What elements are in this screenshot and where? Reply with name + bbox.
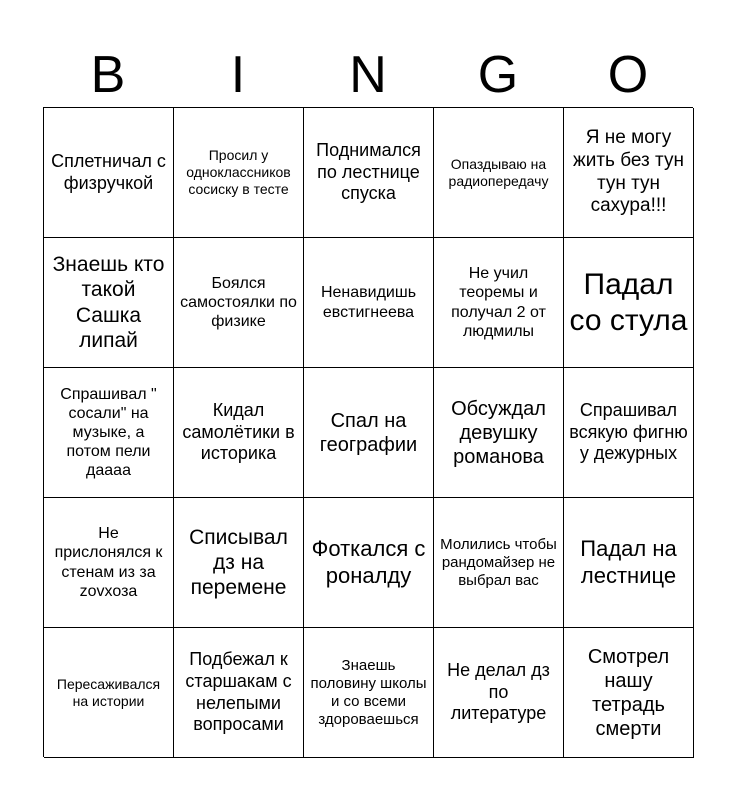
cell-text: Спал на географии (319, 409, 418, 456)
cell-text: Боялся самостоялки по физике (180, 274, 297, 331)
header-letter-b: B (90, 46, 126, 104)
cell-text: Ненавидишь евстигнеева (320, 284, 417, 321)
header-letter-g: G (477, 46, 519, 104)
cell-text: Знаешь кто такой Сашка липай (52, 253, 165, 352)
bingo-cell[interactable] (434, 238, 564, 368)
bingo-cell[interactable] (564, 498, 694, 628)
cell-text: Сплетничал с физручкой (51, 150, 166, 193)
cell-text: Кидал самолётики в историка (182, 400, 295, 464)
cell-text: Падал со стула (569, 267, 688, 337)
bingo-header (43, 42, 693, 108)
cell-text: Не прислонялся к стенам из за zovхоза (54, 525, 163, 600)
bingo-cell[interactable] (174, 238, 304, 368)
cell-text: Молились чтобы рандомайзер не выбрал вас (440, 535, 557, 589)
cell-text: Падал на лестнице (580, 536, 677, 588)
bingo-cell[interactable] (304, 238, 434, 368)
cell-text: Спрашивал " сосали" на музыке, а потом пели даааа (60, 385, 157, 480)
cell-text: Смотрел нашу тетрадь смерти (587, 645, 670, 740)
cell-text: Списывал дз на перемене (189, 525, 288, 600)
cell-text: Пересаживался на истории (56, 675, 161, 709)
bingo-cell[interactable] (434, 108, 564, 238)
cell-text: Спрашивал всякую фигню у дежурных (569, 400, 688, 464)
bingo-cell[interactable] (304, 368, 434, 498)
bingo-cell[interactable] (174, 498, 304, 628)
bingo-cell[interactable] (564, 108, 694, 238)
header-letter-i: I (230, 46, 246, 104)
cell-text: Фоткался с роналду (311, 536, 426, 588)
cell-text: Я не могу жить без тун тун тун сахура!!! (573, 126, 684, 217)
bingo-cell[interactable] (564, 368, 694, 498)
bingo-cell[interactable] (174, 628, 304, 758)
bingo-cell[interactable] (44, 108, 174, 238)
bingo-cell[interactable] (564, 238, 694, 368)
bingo-cell[interactable] (44, 628, 174, 758)
cell-text: Обсуждал девушку романова (451, 397, 546, 468)
cell-text: Знаешь половину школы и со всеми здороваешься (310, 656, 427, 728)
bingo-cell[interactable] (434, 368, 564, 498)
header-letter-n: N (349, 46, 387, 104)
bingo-cell[interactable] (44, 498, 174, 628)
cell-text: Просил у одноклассников сосиску в тесте (186, 147, 291, 197)
bingo-cell[interactable] (304, 498, 434, 628)
cell-text: Опаздываю на радиопередачу (448, 155, 549, 189)
cell-text: Подбежал к старшакам с нелепыми вопросами (185, 649, 292, 735)
bingo-cell[interactable] (564, 628, 694, 758)
bingo-cell[interactable] (304, 628, 434, 758)
bingo-cell[interactable] (44, 368, 174, 498)
bingo-cell[interactable] (434, 498, 564, 628)
bingo-cell[interactable] (174, 368, 304, 498)
bingo-cell[interactable] (304, 108, 434, 238)
bingo-cell[interactable] (434, 628, 564, 758)
cell-text: Не делал дз по литературе (447, 660, 550, 724)
header-letter-o: O (607, 46, 649, 104)
cell-text: Не учил теоремы и получал 2 от людмилы (451, 265, 546, 340)
bingo-board (43, 107, 693, 757)
cell-text: Поднимался по лестнице спуска (316, 140, 421, 204)
bingo-cell[interactable] (174, 108, 304, 238)
bingo-cell[interactable] (44, 238, 174, 368)
